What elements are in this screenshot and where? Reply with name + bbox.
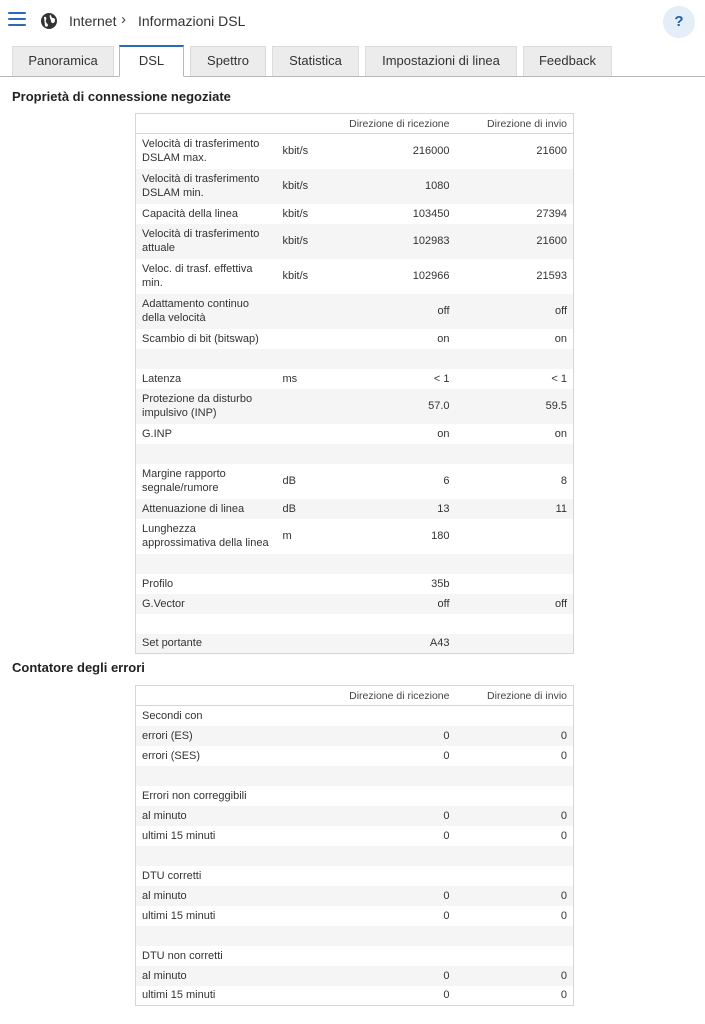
- row-rx-value: 13: [322, 499, 456, 519]
- row-unit: dB: [277, 499, 322, 519]
- row-tx-value: off: [456, 594, 574, 614]
- table-row: [136, 866, 574, 886]
- row-unit: [277, 574, 322, 594]
- row-tx-value: [456, 866, 574, 886]
- row-unit: [277, 806, 322, 826]
- row-label: G.Vector: [136, 594, 277, 614]
- table-row: [136, 946, 574, 966]
- row-rx-value: [322, 444, 456, 464]
- row-rx-value: [322, 846, 456, 866]
- row-tx-value: 21600: [456, 224, 574, 259]
- header-tx: Direzione di invio: [456, 686, 574, 706]
- row-rx-value: 102966: [412, 270, 450, 282]
- row-unit: [277, 986, 322, 1006]
- row-label: [136, 766, 277, 786]
- row-unit: kbit/s: [282, 207, 309, 220]
- row-rx-value: 0: [443, 989, 450, 1002]
- row-rx-value: [322, 766, 456, 786]
- row-unit: [277, 294, 322, 329]
- table-row: [136, 594, 574, 614]
- row-tx-value: [456, 786, 574, 806]
- header-tx: Direzione di invio: [456, 114, 574, 134]
- row-label: Set portante: [136, 634, 277, 654]
- row-label: al minuto: [136, 966, 277, 986]
- row-label: ultimi 15 minuti: [142, 829, 216, 842]
- table-row: [136, 766, 574, 786]
- row-unit: [277, 706, 322, 726]
- row-label: Velocità di trasferimento attuale: [136, 224, 277, 259]
- table-row: [136, 204, 574, 224]
- table-row: [136, 706, 574, 726]
- row-label: Velocità di trasferimento DSLAM max.: [142, 138, 260, 165]
- errors-table: [135, 685, 574, 1006]
- table-row: [136, 519, 574, 554]
- row-unit: [277, 389, 322, 424]
- row-label: al minuto: [136, 806, 277, 826]
- row-label: ultimi 15 minuti: [142, 909, 216, 922]
- header-unit: [277, 114, 322, 134]
- row-label: Protezione da disturbo impulsivo (INP): [136, 389, 277, 424]
- row-rx-value: [322, 786, 456, 806]
- header-unit: [277, 686, 322, 706]
- row-rx-value: off: [322, 594, 456, 614]
- table-row: [136, 499, 574, 519]
- header-label: [136, 686, 277, 706]
- row-unit: ms: [282, 372, 298, 385]
- table-row: [136, 444, 574, 464]
- tab-spettro[interactable]: Spettro: [190, 46, 266, 76]
- table-row: [136, 134, 574, 169]
- table-row: [136, 746, 574, 766]
- row-tx-value: 0: [560, 989, 567, 1002]
- row-rx-value: [322, 614, 456, 634]
- row-tx-value: 0: [560, 749, 567, 762]
- help-button[interactable]: ?: [663, 6, 695, 38]
- row-tx-value: 0: [456, 726, 574, 746]
- row-label: DTU non corretti: [142, 949, 223, 962]
- table-row: [136, 329, 574, 349]
- row-unit: [277, 634, 322, 654]
- table-row: [136, 389, 574, 424]
- row-tx-value: [456, 926, 574, 946]
- row-tx-value: 21593: [536, 270, 567, 282]
- row-unit: [277, 726, 322, 746]
- row-unit: [277, 846, 322, 866]
- tab-bar: [0, 44, 705, 77]
- row-rx-value: off: [322, 294, 456, 329]
- table-header-row: [136, 686, 574, 706]
- row-rx-value: 0: [322, 886, 456, 906]
- row-unit: kbit/s: [282, 145, 309, 158]
- row-label: Margine rapporto segnale/rumore: [142, 468, 226, 494]
- tab-impostazioni-di-linea[interactable]: Impostazioni di linea: [365, 46, 517, 76]
- row-tx-value: [456, 444, 574, 464]
- globe-icon: [40, 12, 58, 30]
- table-row: [136, 259, 574, 294]
- row-rx-value: 103450: [412, 207, 450, 220]
- row-rx-value: on: [437, 427, 450, 440]
- row-label: Lunghezza approssimativa della linea: [142, 523, 269, 549]
- row-rx-value: 102983: [322, 224, 456, 259]
- row-unit: [277, 926, 322, 946]
- row-rx-value: 0: [443, 749, 450, 762]
- row-unit: [277, 349, 322, 369]
- row-tx-value: on: [554, 427, 567, 440]
- row-rx-value: 57.0: [322, 389, 456, 424]
- row-label: Secondi con: [142, 709, 203, 722]
- row-rx-value: [322, 349, 456, 369]
- table-row: [136, 424, 574, 444]
- table-row: [136, 554, 574, 574]
- table-row: [136, 886, 574, 906]
- section-title-errors: Contatore degli errori: [12, 660, 145, 675]
- row-rx-value: 180: [431, 530, 450, 542]
- table-row: [136, 634, 574, 654]
- row-rx-value: [322, 866, 456, 886]
- row-label: [136, 349, 277, 369]
- row-tx-value: [456, 554, 574, 574]
- table-row: [136, 464, 574, 499]
- row-tx-value: [456, 634, 574, 654]
- row-unit: [277, 966, 322, 986]
- row-label: Velocità di trasferimento DSLAM min.: [136, 169, 277, 204]
- row-tx-value: 0: [456, 806, 574, 826]
- row-label: errori (SES): [142, 749, 201, 762]
- table-row: [136, 224, 574, 259]
- row-label: Errori non correggibili: [142, 789, 247, 802]
- row-rx-value: 0: [322, 726, 456, 746]
- row-unit: kbit/s: [277, 169, 322, 204]
- header-label: [136, 114, 277, 134]
- row-rx-value: [322, 926, 456, 946]
- row-unit: [277, 594, 322, 614]
- row-rx-value: 6: [443, 475, 450, 487]
- row-tx-value: 11: [456, 499, 574, 519]
- row-label: Adattamento continuo della velocità: [136, 294, 277, 329]
- row-label: errori (ES): [136, 726, 277, 746]
- row-unit: [277, 786, 322, 806]
- row-label: [136, 614, 277, 634]
- row-tx-value: [456, 706, 574, 726]
- row-tx-value: < 1: [551, 372, 567, 385]
- row-unit: [277, 444, 322, 464]
- row-unit: [277, 614, 322, 634]
- row-tx-value: 0: [560, 829, 567, 842]
- row-label: [136, 444, 277, 464]
- row-label: al minuto: [136, 886, 277, 906]
- row-rx-value: 0: [322, 806, 456, 826]
- table-row: [136, 786, 574, 806]
- row-tx-value: [456, 946, 574, 966]
- row-rx-value: 35b: [431, 577, 450, 590]
- row-tx-value: [456, 766, 574, 786]
- row-unit: [277, 886, 322, 906]
- table-row: [136, 926, 574, 946]
- row-rx-value: A43: [322, 634, 456, 654]
- row-unit: kbit/s: [277, 224, 322, 259]
- row-unit: [277, 766, 322, 786]
- row-rx-value: 216000: [412, 145, 450, 158]
- table-row: [136, 986, 574, 1006]
- row-tx-value: [456, 169, 574, 204]
- page-title: Informazioni DSL: [138, 13, 246, 29]
- table-row: [136, 906, 574, 926]
- row-label: Scambio di bit (bitswap): [142, 332, 259, 345]
- row-unit: [277, 746, 322, 766]
- table-row: [136, 294, 574, 329]
- row-unit: [277, 424, 322, 444]
- row-tx-value: 0: [456, 966, 574, 986]
- row-rx-value: 0: [443, 909, 450, 922]
- tab-statistica[interactable]: Statistica: [272, 46, 359, 76]
- row-label: Profilo: [142, 577, 174, 590]
- row-label: [136, 846, 277, 866]
- row-tx-value: [456, 519, 574, 554]
- row-unit: m: [282, 530, 292, 542]
- header-rx: Direzione di ricezione: [322, 114, 456, 134]
- row-label: G.INP: [142, 427, 172, 440]
- table-row: [136, 169, 574, 204]
- row-unit: [277, 866, 322, 886]
- row-rx-value: < 1: [433, 372, 450, 385]
- table-row: [136, 846, 574, 866]
- table-row: [136, 369, 574, 389]
- row-tx-value: 21600: [536, 145, 567, 158]
- row-tx-value: [456, 574, 574, 594]
- row-unit: dB: [282, 475, 296, 487]
- header-rx: Direzione di ricezione: [322, 686, 456, 706]
- row-unit: [277, 946, 322, 966]
- row-rx-value: 1080: [322, 169, 456, 204]
- section-title-connection: Proprietà di connessione negoziate: [12, 89, 231, 104]
- row-tx-value: [456, 846, 574, 866]
- breadcrumb-internet[interactable]: Internet: [69, 13, 117, 29]
- table-row: [136, 826, 574, 846]
- row-rx-value: [322, 706, 456, 726]
- table-row: [136, 349, 574, 369]
- table-row: [136, 966, 574, 986]
- row-tx-value: 27394: [536, 207, 567, 220]
- table-header-row: [136, 114, 574, 134]
- table-row: [136, 726, 574, 746]
- tab-panoramica[interactable]: Panoramica: [12, 46, 114, 76]
- row-label: [136, 926, 277, 946]
- row-rx-value: 0: [322, 966, 456, 986]
- row-label: Latenza: [142, 372, 182, 385]
- row-label: DTU corretti: [142, 869, 202, 882]
- row-tx-value: [456, 614, 574, 634]
- row-unit: kbit/s: [282, 270, 309, 282]
- row-tx-value: 59.5: [456, 389, 574, 424]
- row-rx-value: on: [437, 332, 450, 345]
- row-rx-value: [322, 554, 456, 574]
- row-tx-value: 0: [560, 909, 567, 922]
- row-tx-value: 8: [560, 475, 567, 487]
- table-row: [136, 614, 574, 634]
- row-tx-value: off: [456, 294, 574, 329]
- row-tx-value: 0: [456, 886, 574, 906]
- row-unit: [277, 329, 322, 349]
- hamburger-menu-icon[interactable]: [8, 12, 26, 28]
- row-tx-value: on: [554, 332, 567, 345]
- row-label: Capacità della linea: [142, 207, 239, 220]
- top-bar: [0, 0, 705, 44]
- row-rx-value: 0: [443, 829, 450, 842]
- row-label: Attenuazione di linea: [136, 499, 277, 519]
- tab-dsl[interactable]: DSL: [119, 45, 184, 77]
- row-tx-value: [456, 349, 574, 369]
- row-label: [136, 554, 277, 574]
- table-row: [136, 806, 574, 826]
- row-label: Veloc. di trasf. effettiva min.: [142, 263, 253, 289]
- connection-table: [135, 113, 574, 654]
- chevron-right-icon: ›: [121, 11, 126, 28]
- row-label: ultimi 15 minuti: [142, 989, 216, 1002]
- row-unit: [277, 554, 322, 574]
- tab-feedback[interactable]: Feedback: [523, 46, 612, 76]
- table-row: [136, 574, 574, 594]
- row-rx-value: [322, 946, 456, 966]
- row-unit: [277, 906, 322, 926]
- row-unit: [277, 826, 322, 846]
